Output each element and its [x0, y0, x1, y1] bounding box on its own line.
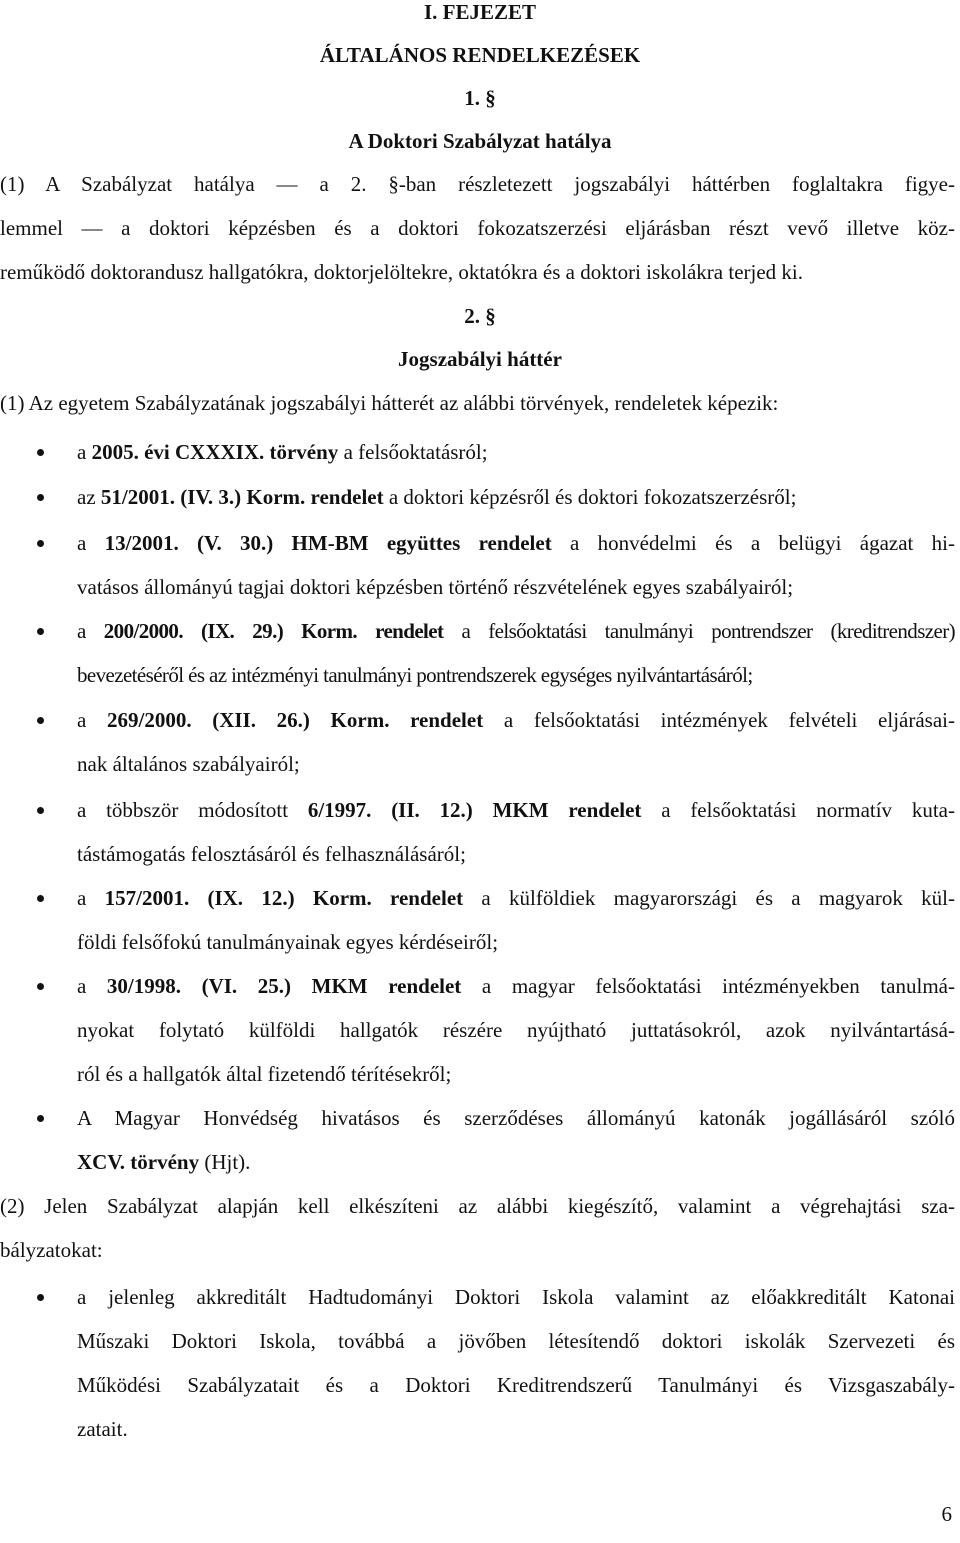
law-reference: 13/2001. (V. 30.) HM-BM együttes rendelet	[104, 531, 552, 555]
regulation-list-item-line-2: Műszaki Doktori Iskola, továbbá a jövőben létesítendő doktori iskolák Szervezeti és	[77, 1329, 955, 1353]
law-description: a doktori képzésről és doktori fokozatszerzésről;	[383, 485, 797, 509]
list-bullet	[37, 628, 44, 635]
law-text: az	[77, 485, 101, 509]
section-1-paragraph-line-3: reműködő doktorandusz hallgatókra, doktorjelöltekre, oktatókra és a doktori iskolákra terjed ki.	[0, 260, 804, 284]
list-bullet	[37, 983, 44, 990]
law-reference: XCV. törvény	[77, 1150, 200, 1174]
law-reference: 157/2001. (IX. 12.) Korm. rendelet	[104, 886, 464, 910]
list-bullet	[37, 717, 44, 724]
law-list-item-line	[77, 750, 955, 778]
law-text: ról és a hallgatók által fizetendő térítésekről;	[77, 1062, 452, 1086]
law-reference: 200/2000. (IX. 29.) Korm. rendelet	[103, 619, 444, 643]
section-1-title: A Doktori Szabályzat hatálya	[348, 129, 612, 153]
law-reference: 30/1998. (VI. 25.) MKM rendelet	[106, 974, 462, 998]
law-list-item-line	[77, 573, 955, 601]
list-bullet	[37, 1294, 44, 1301]
law-reference: 2005. évi CXXXIX. törvény	[91, 440, 339, 464]
law-list-item-line	[77, 1016, 955, 1044]
section-1-number: 1. §	[464, 86, 496, 110]
regulation-list-item-line-1: a jelenleg akkreditált Hadtudományi Doktori Iskola valamint az előakkreditált Katonai	[77, 1285, 955, 1309]
law-list-item-line	[77, 796, 955, 824]
law-description: a honvédelmi és a belügyi ágazat hi-	[551, 531, 956, 555]
list-bullet	[37, 1115, 44, 1122]
law-list-item-line	[77, 1148, 955, 1176]
law-text: a	[77, 974, 107, 998]
law-list-item-line	[77, 972, 955, 1000]
list-bullet	[37, 540, 44, 547]
list-bullet	[37, 895, 44, 902]
section-2-paragraph-2-line-1: (2) Jelen Szabályzat alapján kell elkészíteni az alábbi kiegészítő, valamint a végrehajtási sza-	[0, 1194, 955, 1218]
law-description: a külföldiek magyarországi és a magyarok kül-	[463, 886, 955, 910]
law-text: tástámogatás felosztásáról és felhasználásáról;	[77, 842, 466, 866]
law-list-item-line	[77, 1104, 955, 1132]
page-number: 6	[941, 1502, 952, 1526]
section-2-intro: (1) Az egyetem Szabályzatának jogszabályi hátterét az alábbi törvények, rendeletek képezik:	[0, 391, 779, 415]
law-text: a többször módosított	[77, 798, 308, 822]
section-2-title: Jogszabályi háttér	[398, 347, 562, 371]
law-description: a magyar felsőoktatási intézményekben tanulmá-	[461, 974, 955, 998]
law-text: földi felsőfokú tanulmányainak egyes kérdéseiről;	[77, 930, 499, 954]
section-1-paragraph-line-1: (1) A Szabályzat hatálya — a 2. §-ban részletezett jogszabályi háttérben foglaltakra figye-	[0, 172, 955, 196]
law-description: a felsőoktatási intézmények felvételi eljárásai-	[483, 708, 955, 732]
law-text: bevezetéséről és az intézményi tanulmányi pontrendszerek egységes nyilvántartásáról;	[77, 663, 753, 687]
law-text: vatásos állományú tagjai doktori képzésben történő részvételének egyes szabályairól;	[77, 575, 794, 599]
law-text: a	[77, 708, 107, 732]
law-text: A Magyar Honvédség hivatásos és szerződéses állományú katonák jogállásáról szóló	[77, 1106, 955, 1130]
law-list-item-line	[77, 438, 955, 466]
law-description: a felsőoktatásról;	[338, 440, 488, 464]
law-reference: 6/1997. (II. 12.) MKM rendelet	[307, 798, 642, 822]
law-list-item-line	[77, 617, 955, 645]
law-list-item-line	[77, 483, 955, 511]
law-text: a	[77, 531, 105, 555]
law-description: a felsőoktatási normatív kuta-	[641, 798, 955, 822]
section-2-paragraph-2-line-2: bályzatokat:	[0, 1238, 103, 1262]
chapter-title: I. FEJEZET	[423, 0, 537, 24]
regulation-list-item-line-4: zatait.	[77, 1417, 128, 1441]
law-list-item-line	[77, 706, 955, 734]
law-list-item-line	[77, 884, 955, 912]
law-text: a	[77, 886, 105, 910]
regulation-list-item-line-3: Működési Szabályzatait és a Doktori Kreditrendszerű Tanulmányi és Vizsgaszabály-	[77, 1373, 955, 1397]
law-text: nyokat folytató külföldi hallgatók részére nyújtható juttatásokról, azok nyilvántartásá-	[77, 1018, 955, 1042]
law-list-item-line	[77, 840, 955, 868]
section-2-number: 2. §	[464, 304, 496, 328]
law-reference: 51/2001. (IV. 3.) Korm. rendelet	[100, 485, 384, 509]
law-list-item-line	[77, 661, 955, 689]
law-reference: 269/2000. (XII. 26.) Korm. rendelet	[106, 708, 484, 732]
law-description: a felsőoktatási tanulmányi pontrendszer (kreditrendszer)	[443, 619, 955, 643]
law-list-item-line	[77, 1060, 955, 1088]
list-bullet	[37, 807, 44, 814]
law-list-item-line	[77, 529, 955, 557]
law-list-item-line	[77, 928, 955, 956]
list-bullet	[37, 449, 44, 456]
law-text: a	[77, 619, 104, 643]
section-1-paragraph-line-2: lemmel — a doktori képzésben és a doktori fokozatszerzési eljárásban részt vevő illetve köz-	[0, 216, 955, 240]
law-description: (Hjt).	[199, 1150, 251, 1174]
list-bullet	[37, 494, 44, 501]
chapter-subtitle: ÁLTALÁNOS RENDELKEZÉSEK	[319, 43, 641, 67]
law-text: a	[77, 440, 92, 464]
law-text: nak általános szabályairól;	[77, 752, 300, 776]
